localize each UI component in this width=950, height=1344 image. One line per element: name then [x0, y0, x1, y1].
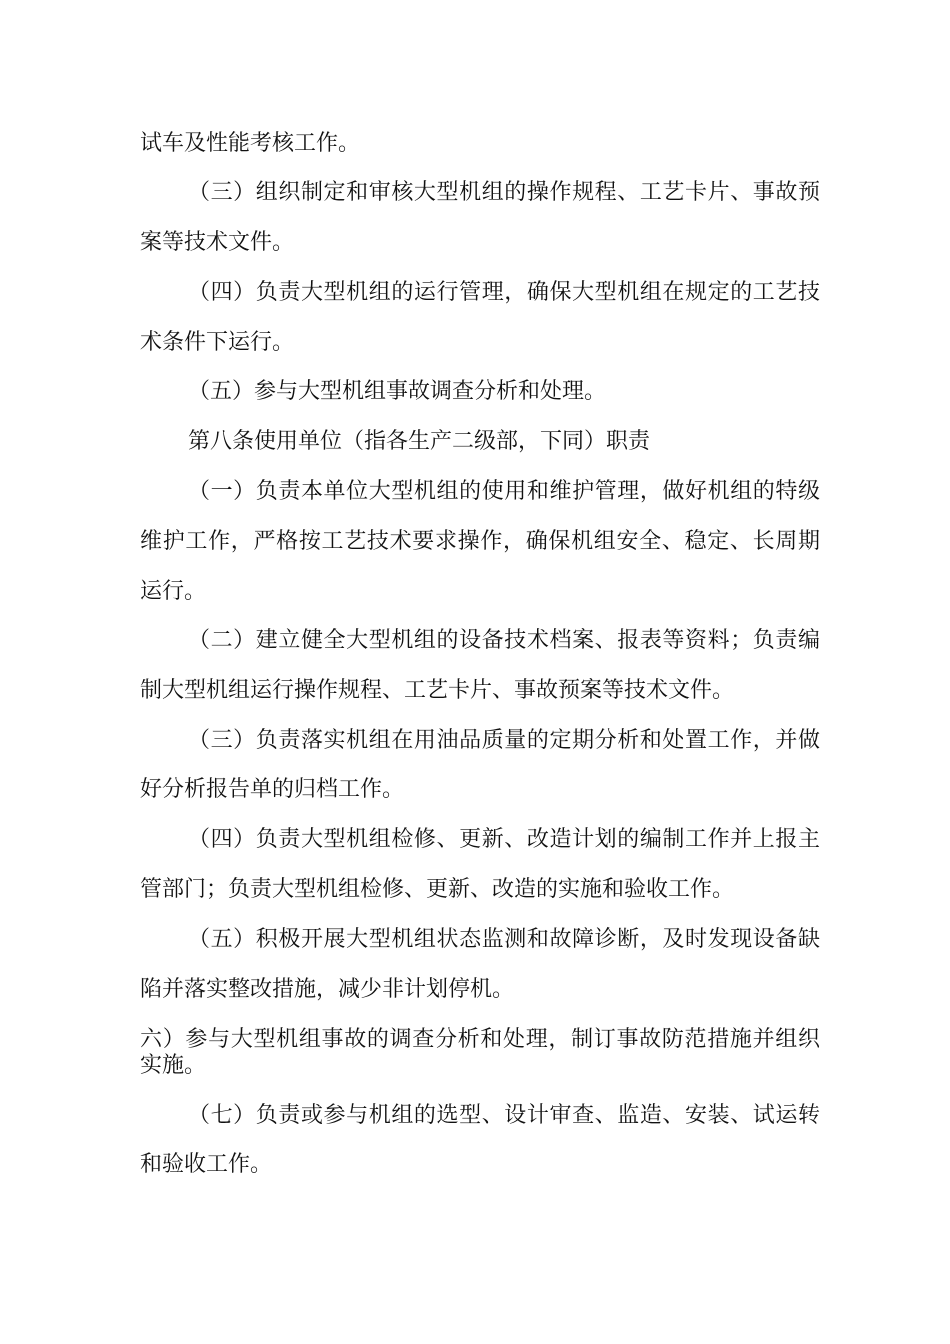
text-line: 六）参与大型机组事故的调查分析和处理，制订事故防范措施并组织 — [140, 1027, 820, 1052]
text-line: （四）负责大型机组的运行管理，确保大型机组在规定的工艺技 — [188, 280, 820, 305]
text-line: （三）组织制定和审核大型机组的操作规程、工艺卡片、事故预 — [188, 180, 820, 205]
text-line: 好分析报告单的归档工作。 — [140, 777, 405, 802]
text-line: （五）参与大型机组事故调查分析和处理。 — [188, 379, 607, 404]
text-line: 运行。 — [140, 579, 207, 604]
text-line: （四）负责大型机组检修、更新、改造计划的编制工作并上报主 — [188, 827, 820, 852]
text-line: （五）积极开展大型机组状态监测和故障诊断，及时发现设备缺 — [188, 927, 820, 952]
text-line: （三）负责落实机组在用油品质量的定期分析和处置工作，并做 — [188, 728, 820, 753]
text-line: 制大型机组运行操作规程、工艺卡片、事故预案等技术文件。 — [140, 678, 735, 703]
text-line: 试车及性能考核工作。 — [140, 131, 361, 156]
text-line: 维护工作，严格按工艺技术要求操作，确保机组安全、稳定、长周期 — [140, 529, 820, 554]
text-line: 和验收工作。 — [140, 1152, 273, 1177]
text-line: 术条件下运行。 — [140, 330, 295, 355]
text-line: （二）建立健全大型机组的设备技术档案、报表等资料；负责编 — [188, 628, 820, 653]
text-line: （一）负责本单位大型机组的使用和维护管理，做好机组的特级 — [188, 479, 820, 504]
section-heading: 第八条使用单位（指各生产二级部，下同）职责 — [188, 429, 651, 454]
text-line: 案等技术文件。 — [140, 230, 295, 255]
text-line: 管部门；负责大型机组检修、更新、改造的实施和验收工作。 — [140, 877, 735, 902]
text-line: （七）负责或参与机组的选型、设计审查、监造、安装、试运转 — [188, 1103, 820, 1128]
text-line: 陷并落实整改措施，减少非计划停机。 — [140, 977, 515, 1002]
text-line: 实施。 — [140, 1053, 207, 1078]
